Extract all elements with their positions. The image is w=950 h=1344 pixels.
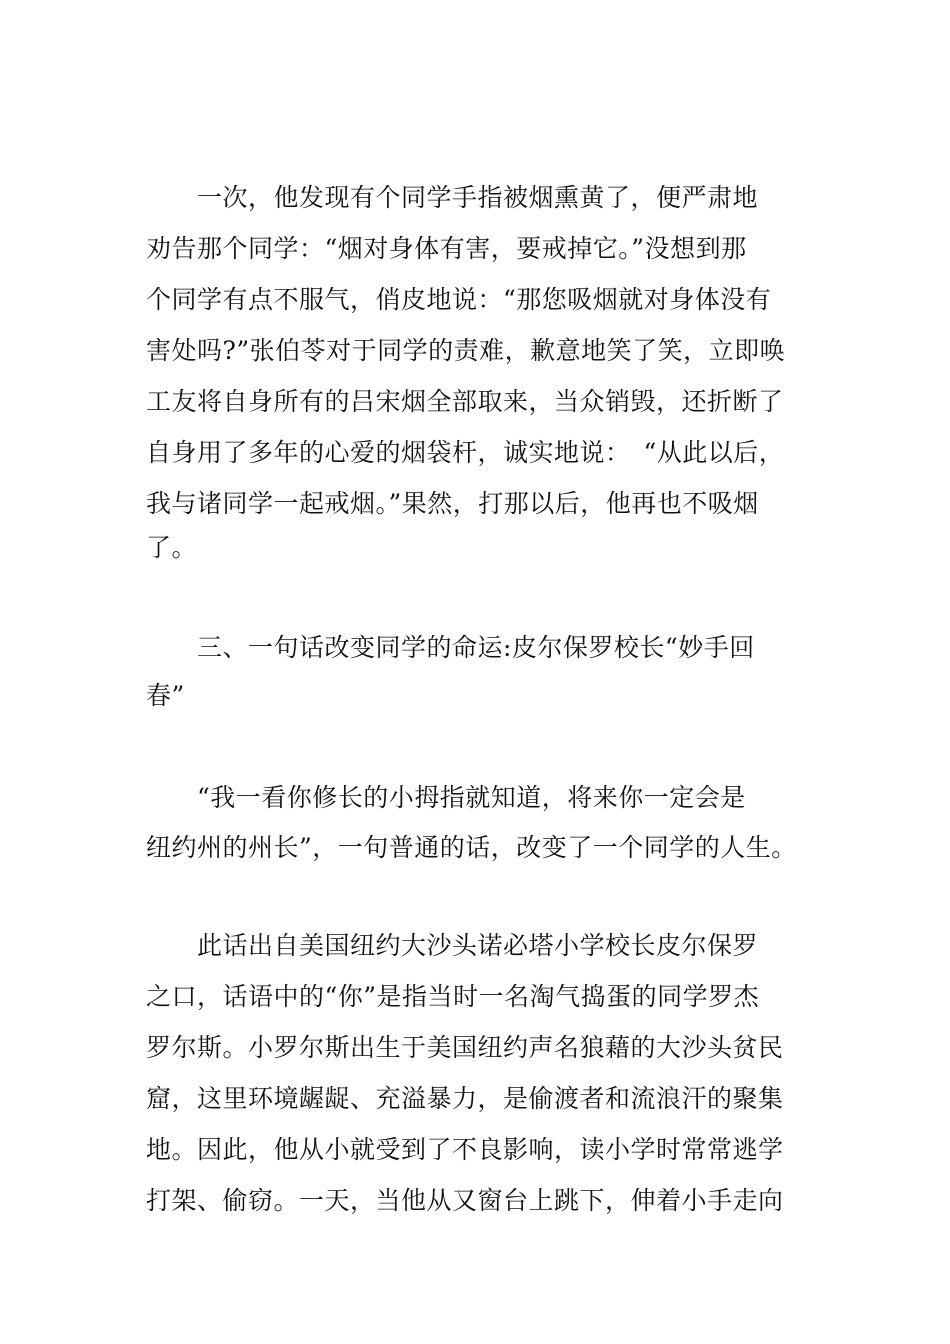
paragraph-2-line-2: 纽约州的州长”，一句普通的话，改变了一个同学的人生。 — [146, 833, 797, 862]
paragraph-1-line-7: 我与诸同学一起戒烟。”果然，打那以后，他再也不吸烟 — [146, 489, 759, 518]
paragraph-1-line-1: 一次，他发现有个同学手指被烟熏黄了，便严肃地 — [146, 183, 759, 212]
paragraph-3-line-4: 窟，这里环境龌龊、充溢暴力，是偷渡者和流浪汗的聚集 — [146, 1084, 784, 1113]
paragraph-2-line-1: “我一看你修长的小拇指就知道，将来你一定会是 — [146, 783, 746, 812]
section-heading-line-1: 三、一句话改变同学的命运:皮尔保罗校长“妙手回 — [146, 633, 755, 662]
paragraph-1-line-6: 自身用了多年的心爱的烟袋杆，诚实地说： “从此以后， — [146, 438, 785, 467]
paragraph-1-line-4: 害处吗?”张伯苓对于同学的责难，歉意地笑了笑，立即唤 — [146, 336, 786, 365]
paragraph-3-line-6: 打架、偷窃。一天，当他从又窗台上跳下，伸着小手走向 — [146, 1186, 784, 1215]
paragraph-1-line-3: 个同学有点不服气，俏皮地说：“那您吸烟就对身体没有 — [146, 285, 772, 314]
paragraph-3-line-3: 罗尔斯。小罗尔斯出生于美国纽约声名狼藉的大沙头贫民 — [146, 1033, 784, 1062]
paragraph-1-line-2: 劝告那个同学：“烟对身体有害，要戒掉它。”没想到那 — [146, 234, 747, 263]
section-heading-line-2: 春” — [146, 681, 185, 710]
paragraph-1-line-5: 工友将自身所有的吕宋烟全部取来，当众销毁，还折断了 — [146, 387, 784, 416]
paragraph-3-line-5: 地。因此，他从小就受到了不良影响，读小学时常常逃学 — [146, 1135, 784, 1164]
paragraph-1-line-8: 了。 — [146, 533, 198, 562]
paragraph-3-line-1: 此话出自美国纽约大沙头诺必塔小学校长皮尔保罗 — [146, 931, 759, 960]
paragraph-3-line-2: 之口，话语中的“你”是指当时一名淘气捣蛋的同学罗杰 — [146, 982, 760, 1011]
